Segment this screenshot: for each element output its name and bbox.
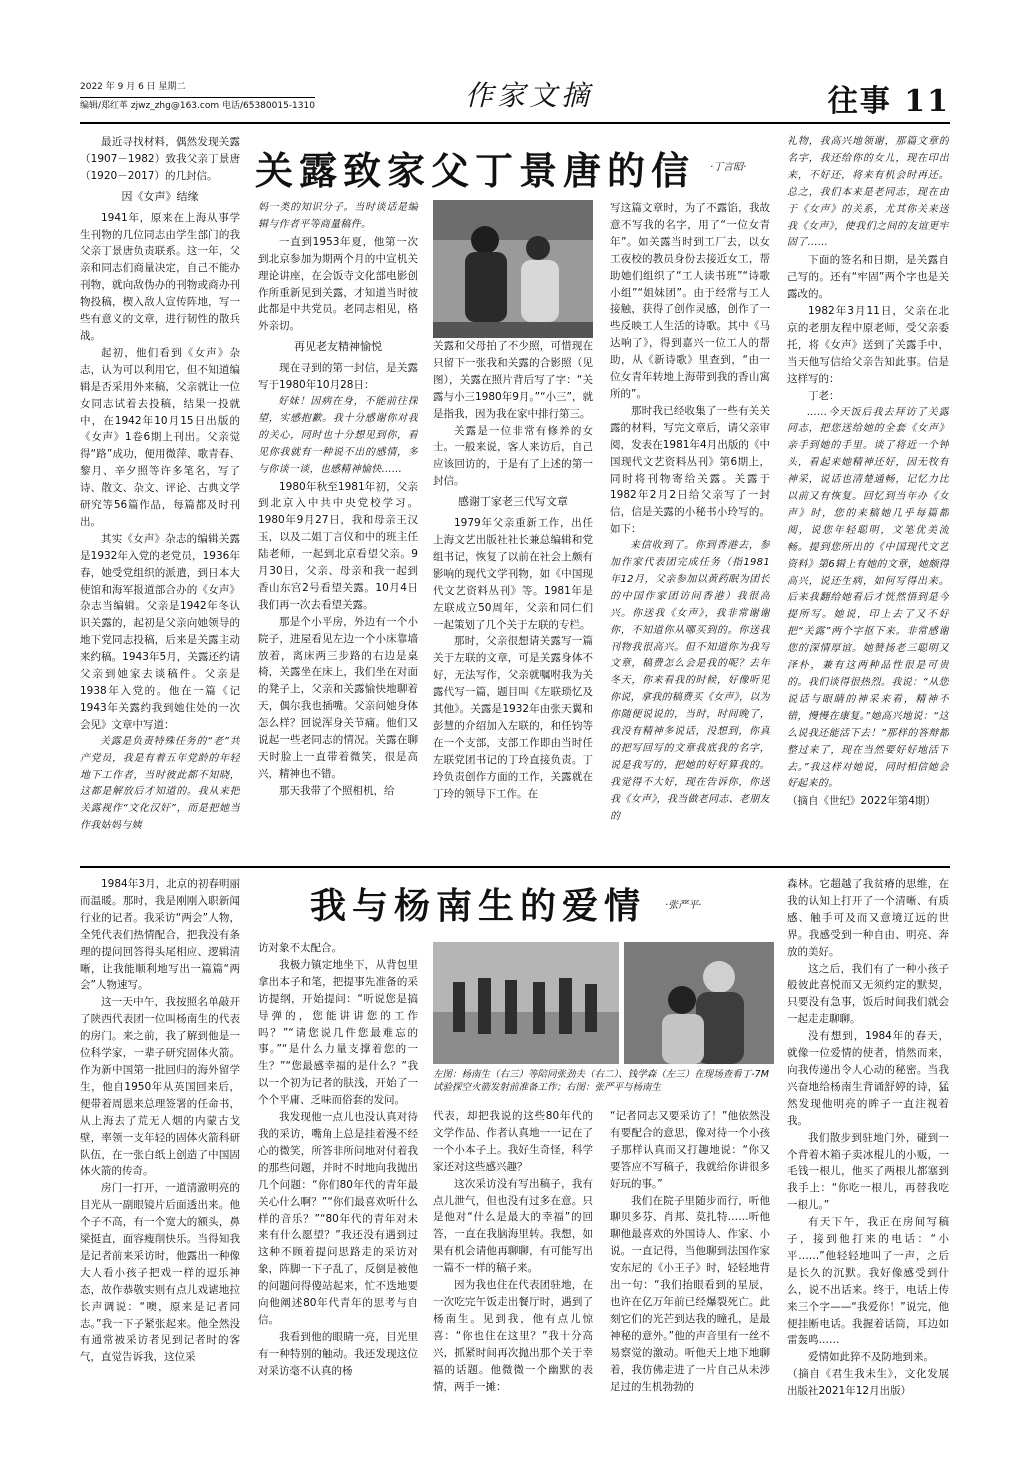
article2-photo-right: [624, 942, 774, 1064]
source-note: （摘自《世纪》2022年第4期）: [787, 795, 936, 808]
date-line: 2022 年 9 月 6 日 星期二: [80, 82, 186, 92]
paragraph: 其实《女声》杂志的编辑关露是1932年入党的老党员，1936年春，她受党组织的派遣，到日本大使馆和海军报道部合办的《女声》杂志当编辑。父亲是1942年冬认识关露的，起初是父亲向她领导的地下党同志投稿，后来是关露主动来约稿。1943年5月，关露还约请父亲到她家去谈稿件。父亲是1938年入党的。他在一篇《记1943年关露约我到她住处的一次会见》文章中写道：: [80, 532, 240, 731]
paragraph: 起初，他们看到《女声》杂志，认为可以利用它，但不知道编辑是否采用外来稿，父亲就让一位女同志试着去投稿，结果一投就中，在1942年10月15日出版的《女声》1卷6期上刊出。父亲觉得“路”成功，便用微萍、歌青春、黎月、辛夕照等许多笔名，写了诗、散文、杂文、评论、古典文学研究等56篇作品，每篇都及时刊出。: [80, 346, 240, 528]
article2-column-2: [258, 940, 418, 1436]
article2-headline: 我与杨南生的爱情: [310, 885, 647, 927]
photo-placeholder-graphic: [433, 200, 593, 338]
paragraph: 关露是一位非常有修养的女士。一般来说，客人来访后，自己应该回访的，于是有了上述的第一封信。: [433, 424, 593, 488]
paragraph: 那时我已经收集了一些有关关露的材料，写完文章后，请父亲审阅，发表在1981年4月出版的《中国现代文艺资料丛刊》第6期上，同时将刊物寄给关露。关露于1982年2月2日给父亲写了一封信，信是关露的小秘书小玲写的。如下：: [610, 404, 770, 536]
paragraph: 1984年3月，北京的初春明丽而温暖。那时，我是刚刚入职新闻行业的记者。我采访“两会”人物，全凭代表们热情配合，把我没有条理的提问回答得头尾相应、逻辑清晰，让我能顺利地写出一篇篇“两会”人物速写。: [80, 878, 240, 992]
paragraph: 爱情如此猝不及防地到来。: [808, 1351, 934, 1364]
paragraph: 我看到他的眼睛一亮，目光里有一种特别的触动。我还发现这位对采访毫不认真的杨: [258, 1330, 418, 1377]
quote: 妈一类的知识分子。当时谈话是编辑与作者平等商量稿件。: [258, 202, 418, 230]
paragraph: 访对象不太配合。: [258, 942, 342, 954]
paragraph: “记者同志又要采访了！”他依然没有要配合的意思，像对待一个小孩子那样认真而又打趣地说：“你又要答应不写稿子，我就给你讲很多好玩的事。”: [610, 1110, 770, 1190]
paragraph: 房门一打开，一道清澈明亮的目光从一副眼镜片后面透出来。他个子不高，有一个宽大的额头，鼻梁挺直，面容瘦削快乐。当得知我是记者前来采访时，他露出一种像大人看小孩子把戏一样的逗乐神态，故作恭敬实则有点儿戏谑地拉长声调说：“噢，原来是记者同志。”我一下子紧张起来。他全然没有通常被采访者见到记者时的客气，直觉告诉我，这位采: [80, 1182, 240, 1364]
paragraph: 这之后，我们有了一种小孩子般彼此喜悦而又无须约定的默契，只要没有急事，饭后时间我们就会一起走走聊聊。: [787, 962, 949, 1026]
article1-column-5: [787, 134, 949, 859]
paragraph: 那是个小平房，外边有一个小院子，进屋看见左边一个小床靠墙放着，离床两三步路的右边是桌椅，关露坐在床上，我们坐在对面的凳子上，父亲和关露愉快地聊着天，偶尔我也插嘴。父亲问她身体怎么样？回说浑身关节痛。他们又说起一些老同志的情况。关露在聊天时脸上一直带着微笑，很是高兴，精神也不错。: [258, 615, 418, 780]
article2-column-4: [610, 1108, 770, 1436]
paragraph: 我极力镇定地坐下，从背包里拿出本子和笔，把提事先准备的采访提纲，开始提问：“听说您是搞导弹的，您能讲讲您的工作吗？”“请您说几件您最难忘的事。”“是什么力量支撑着您的一生？”“您最感幸福的是什么？”我以一个初为记者的肤浅，开始了一个个平庸、乏味而俗套的发问。: [258, 958, 418, 1107]
paragraph: 一直到1953年夏，他第一次到北京参加为期两个月的中宣机关理论讲座，在会饭寺文化部电影创作所重新见到关露，才知道当时彼此都是中共党员。老同志相见，格外亲切。: [258, 235, 418, 333]
paragraph: 写这篇文章时，为了不露馅，我故意不写我的名字，用了“一位女青年”。如关露当时到工厂去，以女工夜校的教员身份去接近女工，帮助她们组织了“工人读书班”“诗歌小组”“姐妹团”。由于经常与工人接触，获得了创作灵感，创作了一些反映工人生活的诗歌。其中《马达响了》，得到嘉兴一位工人的帮助，从《新诗歌》里查到，“由一位女青年转地上海带到我的香山寓所的”。: [610, 202, 770, 400]
masthead-info: [80, 80, 315, 113]
paragraph: 1979年父亲重新工作，出任上海文艺出版社社长兼总编辑和党组书记，恢复了以前在社会上颇有影响的现代文学刊物，如《中国现代文艺资料丛刊》等。1981年是左联成立50周年，父亲和同仁们一起策划了几个关于左联的专栏。: [433, 517, 593, 631]
paragraph: 丁老：: [808, 389, 840, 402]
quote: 来信收到了。你到香港去，参加作家代表团完成任务（指1981年12月，父亲参加以黄药眠为团长的中国作家团访问香港）我很高兴。你送我《女声》，我非常谢谢你，不知道你从哪买到的。你送我刊物我很高兴。但不知道你为我写文章，稿费怎么会是我的呢？去年冬天，你来看我的时候，好像听见你说，拿我的稿费买《女声》，以为你随便说说的，当时，时间晚了，我没有精神多说话，没想到，你真的把写回写的文章我底我的名字，说是我写的，把她的好好算我的。我觉得不大好，现在告诉你，你送我《女声》，我当做老同志、老朋友的: [610, 540, 770, 822]
masthead: [80, 72, 950, 122]
paragraph: 有天下午，我正在房间写稿子，接到他打来的电话：“小平……”他轻轻地叫了一声，之后是长久的沉默。我好像感受到什么，说不出话来。终于，电话上传来三个字——“我爱你！”说完，他便挂断电话。我握着话筒，耳边如雷轰鸣……: [787, 1216, 949, 1347]
article1-column-4: [610, 200, 770, 860]
quote: 好妹！因病在身，不能前往探望，实感抱歉。我十分感谢你对我的关心，同时也十分想见到你，看见你我就有一种说不出的感情，多与你谈一谈，也感精神愉快……: [258, 395, 418, 475]
page-number: 11: [904, 84, 950, 119]
section-name: 往事: [827, 84, 892, 119]
article2-column-3: [433, 1108, 593, 1436]
article1-column-3: [433, 338, 593, 860]
paper-name-logo: 作家文摘: [465, 79, 594, 112]
masthead-rule: [80, 122, 950, 124]
paragraph: 这次采访没有写出稿子，我有点儿泄气，但也没有过多在意。只是他对“什么是最大的幸福”的回答，一直在我脑海里转。我想，如果有机会请他再聊聊，有可能写出一篇不一样的稿子来。: [433, 1177, 593, 1275]
paragraph: 因为我也住在代表团驻地，在一次吃完午饭走出餐厅时，遇到了杨南生。见到我，他有点儿惊喜：“你也住在这里？”我十分高兴，抓紧时间再次抛出那个关于幸福的话题。他微微一个幽默的表情，两手一摊：: [433, 1279, 593, 1393]
article2-column-5: [787, 876, 949, 1436]
paragraph: 代表，却把我说的这些80年代的文学作品、作者认真地一一记在了一个小本子上。我好生奇怪，科学家还对这些感兴趣？: [433, 1110, 593, 1173]
paragraph: 我们在院子里随步而行，听他聊贝多芬、肖邦、莫扎特……听他聊他最喜欢的外国诗人、作家、小说。一直记得，当他聊到法国作家安东尼的《小王子》时，轻轻地背出一句：“我们抬眼看到的星辰，也许在亿万年前已经爆裂死亡。此刻它们的光芒到达我的瞳孔，是最神秘的意外。”他的声音里有一丝不易察觉的激动。听他天上地下地聊着，我仿佛走进了一片自己从未涉足过的生机勃勃的: [610, 1194, 770, 1393]
paragraph: 我发现他一点儿也没认真对待我的采访，嘴角上总是挂着漫不经心的微笑，所答非所问地对付着我的那些问题，并时不时地向我抛出几个问题：“你们80年代的青年最关心什么啊？”“你们最喜欢听什么样的音乐？”“80年代的青年对未来有什么愿望？”我还没有遇到过这种不顾着提问思路走的采访对象，阵脚一下子乱了，反倒是被他的问题问得傻站起来，忙不迭地要向他阐述80年代青年的思考与自信。: [258, 1111, 418, 1326]
paragraph: 没有想到，1984年的春天，就像一位爱情的使者，悄然而来，向我传递出令人心动的秘密。当我兴奋地给杨南生背诵舒婷的诗，猛然发现他明亮的眸子一直注视着我。: [787, 1030, 949, 1127]
paragraph: 这一天中午，我按照名单敲开了陕西代表团一位叫杨南生的代表的房门。来之前，我了解到他是一位科学家，一辈子研究固体火箭。作为新中国第一批回归的海外留学生，他自1950年从英国回来后，便带着周恩来总理签署的任命书，从上海去了荒无人烟的内蒙古戈壁，率领一支年轻的固体火箭科研队伍，在一张白纸上创造了中国固体火箭的传奇。: [80, 996, 240, 1178]
article2-byline: ·张严平·: [665, 900, 702, 911]
section-title: [828, 76, 950, 120]
source-note: （摘自《君生我未生》，文化发展出版社2021年12月出版）: [787, 1368, 949, 1398]
paragraph: 下面的签名和日期，是关露自己写的。还有“牢固”两个字也是关露改的。: [787, 254, 949, 301]
quote: 礼物，我高兴地领谢，那篇文章的名字，我还给你的女儿，现在印出来，不好还，将来有机会时再还。总之，我们本来是老同志，现在由于《女声》的关系，尤其你关来送我《女声》，使我们之间的友谊更牢固了……: [787, 136, 949, 249]
photo-placeholder-graphic: [433, 942, 619, 1064]
article2-photo-left: [433, 942, 619, 1064]
paragraph: 1980年秋至1981年初，父亲到北京入中共中央党校学习。1980年9月27日，我和母亲王汉玉，以及二姐丁言仪和中的班主任陆老师，一起到北京看望父亲。9月30日，父亲、母亲和我一起到香山东宫2号看望关露。10月4日我们再一次去看望关露。: [258, 480, 418, 611]
article2-photo-caption: 左图：杨南生（右三）等陪同张劲夫（右二）、钱学森（左三）在现场查看丁-7M试验探空火箭发射前准备工作；右图：张严平与杨南生: [433, 1069, 769, 1093]
paragraph: 那天我带了个照相机，给: [279, 784, 395, 797]
article1-column-2: [258, 200, 418, 860]
article-divider: [80, 866, 950, 868]
paragraph: 我们散步到驻地门外，碰到一个背着木箱子卖冰棍儿的小贩，一毛钱一根儿，他买了两根儿都塞到我手上：“你吃一根儿，再替我吃一根儿。”: [787, 1131, 949, 1212]
paragraph: 1982年3月11日，父亲在北京的老朋友程中原老师，受父亲委托，将《女声》送到了关露手中，当天他写信给父亲告知此事。信是这样写的：: [787, 305, 949, 385]
article1-photo: [433, 200, 593, 338]
paragraph: 森林。它超越了我贫瘠的思维，在我的认知上打开了一个清晰、有质感、触手可及而又意境辽远的世界。我感受到一种自由、明亮、奔放的美好。: [787, 878, 949, 958]
quote: 关露是负责特殊任务的“老”共产党员，我是有着五年党龄的年轻地下工作者，当时彼此都不知晓，这都是解放后才知道的。我从来把关露视作“文化汉奸”，而是把她当作我姑妈与姨: [80, 735, 240, 832]
article1-byline: ·丁言昭·: [710, 162, 747, 173]
paragraph: 最近寻找材料，偶然发现关露（1907－1982）致我父亲丁景唐（1920－2017）的几封信。: [80, 136, 240, 182]
article1-headline: 关露致家父丁景唐的信: [255, 148, 696, 193]
quote: ……今天饭后我去拜访了关露同志，把您送给她的全套《女声》亲手到她的手里。谈了将近一个钟头，看起来她精神还好，因无牧有神采，说话也清楚通畅，记忆力比以前又有恢复。回忆到当年办《女声》时，您的来稿她几乎每篇都阅，说您年轻聪明，文笔优美流畅。提到您所出的《中国现代文艺资料》第6辑上有她的文章，她颇得高兴，说还生病，如何写得出来。后来我翻给她看后才恍然悟到是今提所写。她说，印上去了又不好把“关露”两个字抠下来。非常感谢您的深情厚谊。她赞扬老三聪明又泽朴，兼有这两种品性很是可贵的。我们谈得很热烈。我说：“从您说话与眼睛的神采来看，精神不错，慢慢在康复。”她高兴地说：“这么说我还能活下去！”那样的答辩都整过来了，现在当然要好好地活下去。”我这样对她说，同时相信她会好起来的。: [787, 406, 949, 790]
paragraph: 1941年，原来在上海从事学生刊物的几位同志由学生部门的我父亲丁景唐负责联系。这一年，父亲和同志们商量决定，自己不能办刊物，就向敌伪办的刊物或商办刊物投稿，楔入敌人宣传阵地，写一些有意义的文章，进行韧性的散兵战。: [80, 211, 240, 342]
paragraph: 现在寻到的第一封信，是关露写于1980年10月28日：: [258, 362, 418, 392]
editor-line: 编辑/郑红革 zjwz_zhg@163.com 电话/65380015-1310: [80, 97, 315, 113]
article2-column-1: [80, 876, 240, 1436]
subheading: 因《女声》结缘: [121, 189, 199, 203]
paragraph: 关露和父母拍了不少照，可惜现在只留下一张我和关露的合影照（见图），关露在照片背后写了字：“关露与小三1980年9月。”“小三”，就是指我，因为我在家中排行第三。: [433, 340, 593, 420]
paragraph: 那时，父亲很想请关露写一篇关于左联的文章，可是关露身体不好，无法写作，父亲就嘱咐我为关露代写一篇，题目叫《左联琐忆及其他》。关露是1932年由张天翼和彭慧的介绍加入左联的，和任钧等在一个支部，支部工作即由当时任左联党团书记的丁玲直接负责。丁玲负责创作方面的工作，关露就在丁玲的领导下工作。在: [433, 635, 593, 800]
subheading: 再见老友精神愉悦: [294, 340, 382, 354]
subheading: 感谢丁家老三代写文章: [458, 495, 568, 509]
article1-column-1: [80, 134, 240, 859]
photo-placeholder-graphic: [624, 942, 774, 1064]
